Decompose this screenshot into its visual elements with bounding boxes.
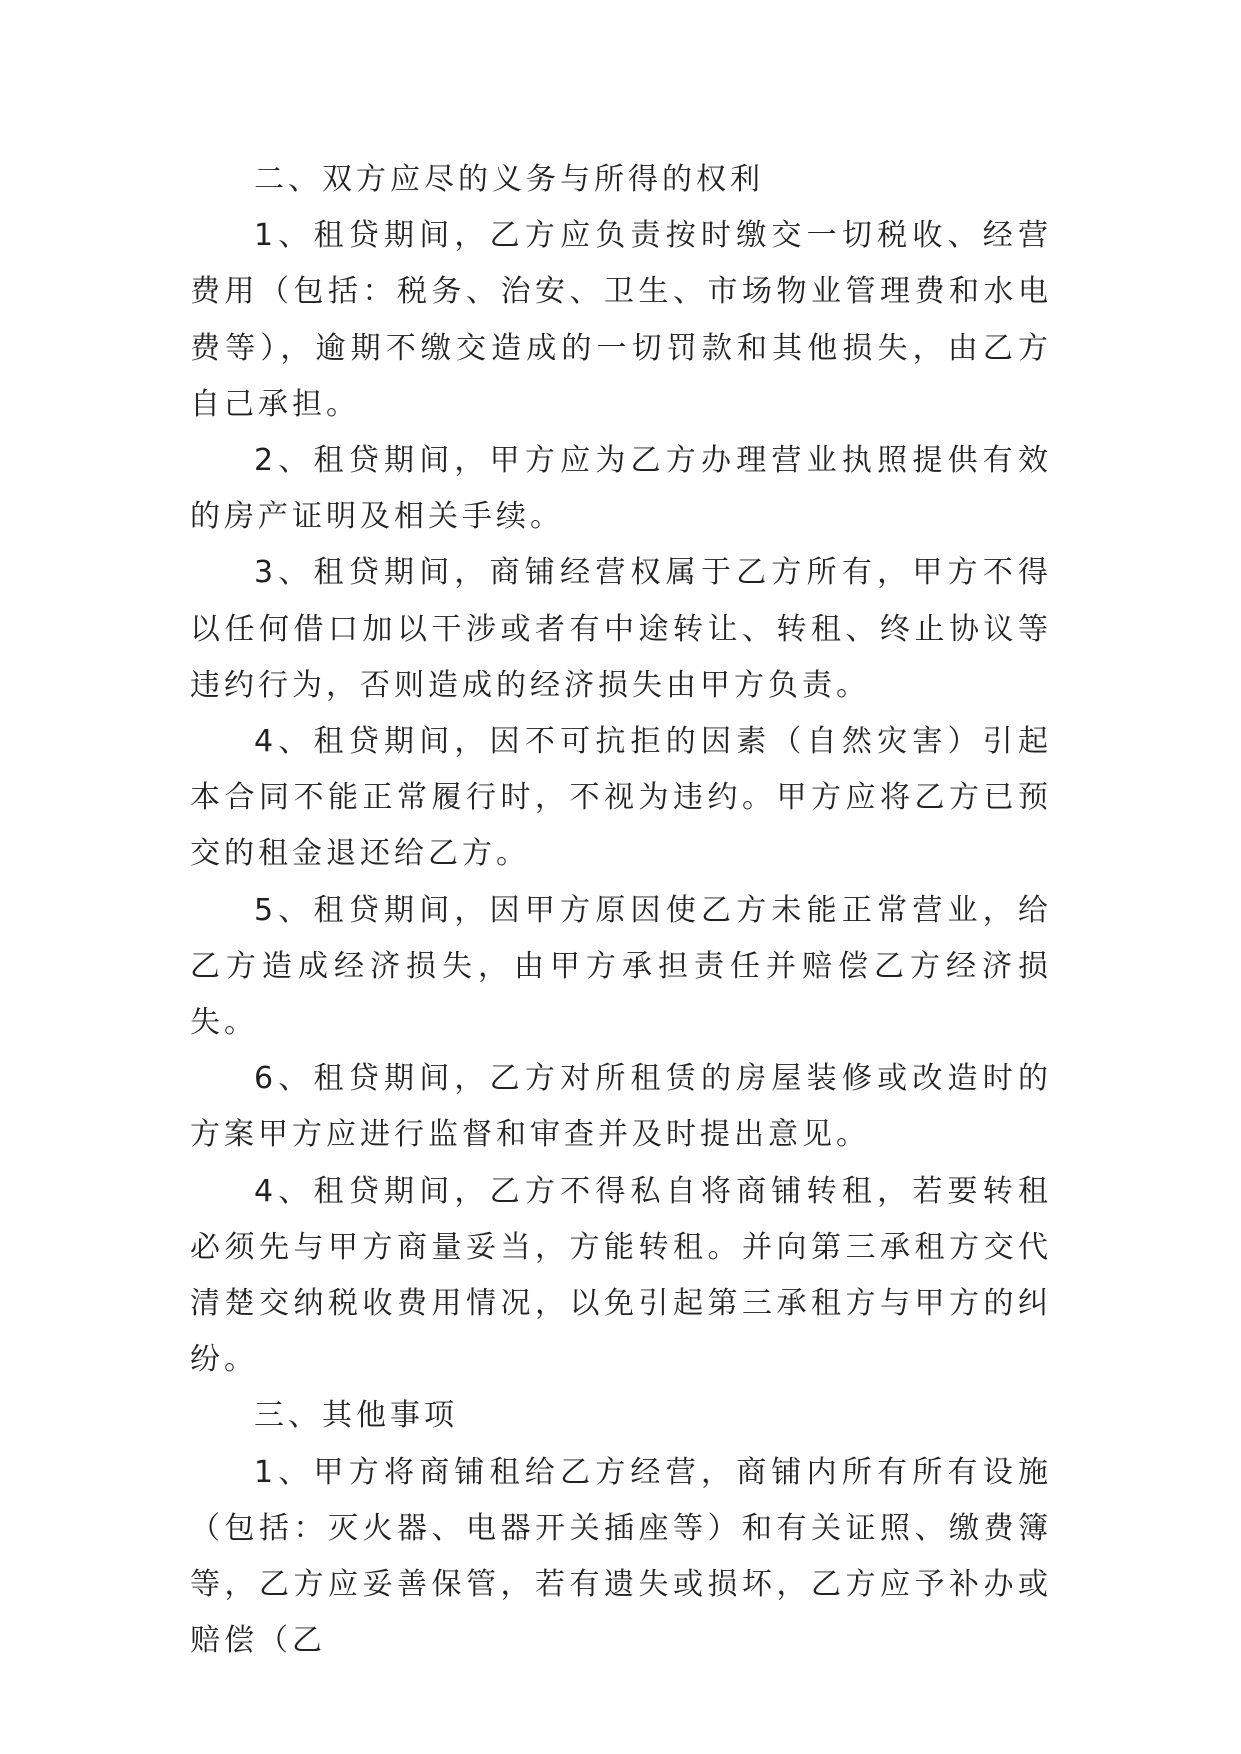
clause-paragraph: 5、租贷期间，因甲方原因使乙方未能正常营业，给乙方造成经济损失，由甲方承担责任并赔偿乙方经济损失。 xyxy=(190,892,1052,1041)
section-heading-obligations: 二、双方应尽的义务与所得的权利 xyxy=(254,162,764,197)
document-body xyxy=(190,152,1052,1669)
section-heading-other-matters: 三、其他事项 xyxy=(254,1398,458,1434)
clause-paragraph: 4、租贷期间，因不可抗拒的因素（自然灾害）引起本合同不能正常履行时，不视为违约。甲方应将乙方已预交的租金退还给乙方。 xyxy=(190,724,1052,872)
clause-paragraph: 3、租贷期间，商铺经营权属于乙方所有，甲方不得以任何借口加以干涉或者有中途转让、转租、终止协议等违约行为，否则造成的经济损失由甲方负责。 xyxy=(190,555,1052,703)
clause-paragraph: 1、甲方将商铺租给乙方经营，商铺内所有所有设施（包括：灭火器、电器开关插座等）和有关证照、缴费簿等，乙方应妥善保管，若有遗失或损坏，乙方应予补办或赔偿（乙 xyxy=(190,1454,1052,1659)
clause-paragraph: 1、租贷期间，乙方应负责按时缴交一切税收、经营费用（包括：税务、治安、卫生、市场物业管理费和水电费等），逾期不缴交造成的一切罚款和其他损失，由乙方自己承担。 xyxy=(190,218,1052,422)
clause-paragraph: 4、租贷期间，乙方不得私自将商铺转租，若要转租必须先与甲方商量妥当，方能转租。并向第三承租方交代清楚交纳税收费用情况，以免引起第三承租方与甲方的纠纷。 xyxy=(190,1173,1052,1378)
clause-paragraph: 2、租贷期间，甲方应为乙方办理营业执照提供有效的房产证明及相关手续。 xyxy=(190,443,1052,535)
clause-paragraph: 6、租贷期间，乙方对所租赁的房屋装修或改造时的方案甲方应进行监督和审查并及时提出意见。 xyxy=(190,1061,1052,1153)
